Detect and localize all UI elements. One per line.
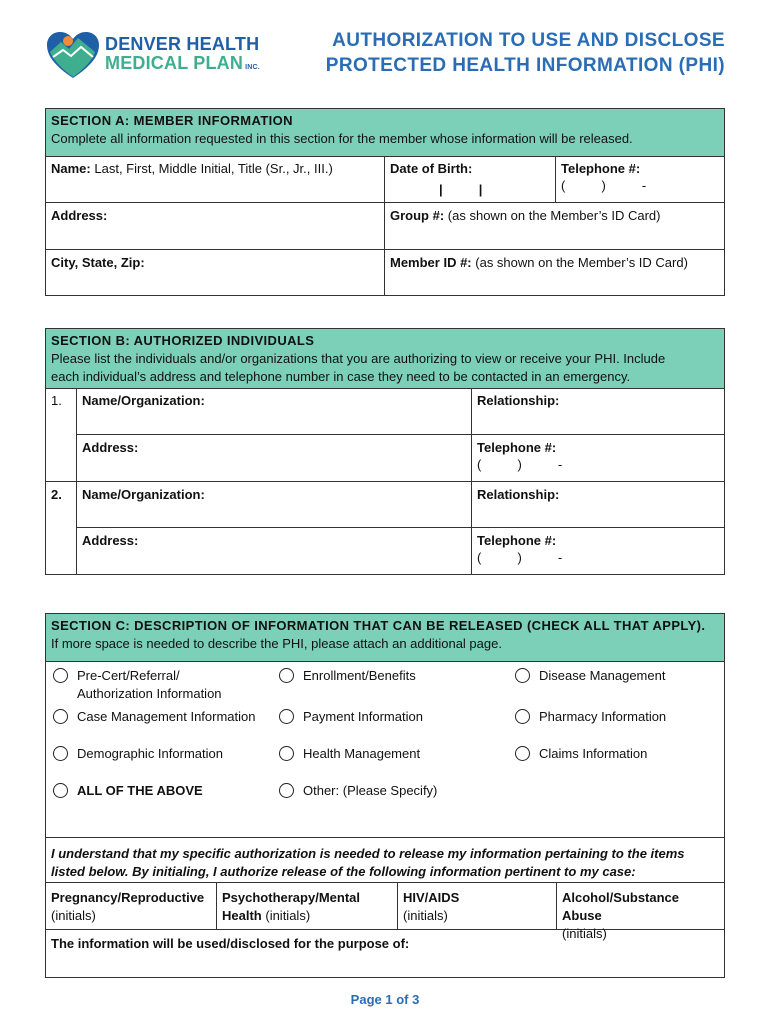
psychotherapy-initials-field[interactable]: Psychotherapy/Mental Health (initials) bbox=[222, 890, 360, 923]
enrollment-radio[interactable] bbox=[279, 668, 294, 683]
entry-2-name-field[interactable]: Name/Organization: bbox=[82, 487, 205, 502]
health-management-radio[interactable] bbox=[279, 746, 294, 761]
payment-radio[interactable] bbox=[279, 709, 294, 724]
precert-radio[interactable] bbox=[53, 668, 68, 683]
entry-1-telephone-format: ( ) - bbox=[477, 457, 563, 472]
section-c-header bbox=[46, 614, 724, 662]
member-city-state-zip-field[interactable]: City, State, Zip: bbox=[51, 255, 145, 270]
option-disease-management[interactable]: Disease Management bbox=[515, 667, 665, 685]
option-case-management[interactable]: Case Management Information bbox=[53, 708, 255, 726]
entry-1-name-field[interactable]: Name/Organization: bbox=[82, 393, 205, 408]
entry-2-address-field[interactable]: Address: bbox=[82, 533, 139, 548]
member-id-field[interactable]: Member ID #: (as shown on the Member’s ID Card) bbox=[390, 255, 688, 270]
section-c-instructions: If more space is needed to describe the PHI, please attach an additional page. bbox=[51, 636, 502, 651]
pharmacy-radio[interactable] bbox=[515, 709, 530, 724]
purpose-field[interactable]: The information will be used/disclosed for the purpose of: bbox=[51, 936, 410, 951]
section-b-instructions-1: Please list the individuals and/or organizations that you are authorizing to view or receive your PHI. Include bbox=[51, 351, 666, 366]
entry-1-address-field[interactable]: Address: bbox=[82, 440, 139, 455]
option-payment[interactable]: Payment Information bbox=[279, 708, 423, 726]
section-c bbox=[45, 613, 725, 978]
option-enrollment[interactable]: Enrollment/Benefits bbox=[279, 667, 416, 685]
brand-line1: DENVER HEALTH bbox=[105, 34, 260, 54]
form-title: AUTHORIZATION TO USE AND DISCLOSE PROTECTED HEALTH INFORMATION (PHI) bbox=[325, 30, 725, 76]
section-a-instructions: Complete all information requested in this section for the member whose information will be released. bbox=[51, 131, 633, 146]
section-b-heading: SECTION B: AUTHORIZED INDIVIDUALS bbox=[51, 333, 315, 348]
option-all-of-the-above[interactable]: ALL OF THE ABOVE bbox=[53, 782, 203, 800]
option-demographic[interactable]: Demographic Information bbox=[53, 745, 223, 763]
demographic-radio[interactable] bbox=[53, 746, 68, 761]
alcohol-substance-initials-field[interactable]: Alcohol/Substance Abuse (initials) bbox=[562, 890, 680, 941]
option-pharmacy[interactable]: Pharmacy Information bbox=[515, 708, 666, 726]
entry-1-relationship-field[interactable]: Relationship: bbox=[477, 393, 560, 408]
heart-mountain-icon bbox=[45, 30, 101, 80]
pregnancy-initials-field[interactable]: Pregnancy/Reproductive (initials) bbox=[51, 890, 205, 923]
case-management-radio[interactable] bbox=[53, 709, 68, 724]
section-a-heading: SECTION A: MEMBER INFORMATION bbox=[51, 113, 293, 128]
authorization-statement: I understand that my specific authorization is needed to release my information pertaining to the items listed below. By initialing, I authorize release of the following information pertinent to my case: bbox=[51, 846, 685, 879]
all-of-the-above-radio[interactable] bbox=[53, 783, 68, 798]
entry-1-telephone-field[interactable]: Telephone #: bbox=[477, 440, 557, 455]
entry-2-number: 2. bbox=[51, 487, 62, 502]
option-health-management[interactable]: Health Management bbox=[279, 745, 420, 763]
group-number-field[interactable]: Group #: (as shown on the Member’s ID Card) bbox=[390, 208, 661, 223]
brand-logo bbox=[45, 28, 285, 80]
other-radio[interactable] bbox=[279, 783, 294, 798]
date-of-birth-field[interactable]: Date of Birth: bbox=[390, 161, 473, 176]
option-claims[interactable]: Claims Information bbox=[515, 745, 647, 763]
hiv-aids-initials-field[interactable]: HIV/AIDS (initials) bbox=[403, 890, 460, 923]
member-telephone-field[interactable]: Telephone #: bbox=[561, 161, 641, 176]
section-b bbox=[45, 328, 725, 575]
dob-separators: | | bbox=[439, 182, 483, 197]
member-name-field[interactable]: Name: Last, First, Middle Initial, Title (Sr., Jr., III.) bbox=[51, 161, 333, 176]
page-number: Page 1 of 3 bbox=[350, 992, 420, 1007]
member-address-field[interactable]: Address: bbox=[51, 208, 108, 223]
section-b-header bbox=[46, 329, 724, 389]
option-other[interactable]: Other: (Please Specify) bbox=[279, 782, 437, 800]
claims-radio[interactable] bbox=[515, 746, 530, 761]
brand-line2: MEDICAL PLAN INC. bbox=[105, 53, 260, 73]
entry-2-relationship-field[interactable]: Relationship: bbox=[477, 487, 560, 502]
entry-2-telephone-field[interactable]: Telephone #: bbox=[477, 533, 557, 548]
entry-2-telephone-format: ( ) - bbox=[477, 550, 563, 565]
section-b-instructions-2: each individual’s address and telephone number in case they need to be contacted in an emergency. bbox=[51, 369, 631, 384]
section-a-header bbox=[46, 109, 724, 157]
option-precert[interactable]: Pre-Cert/Referral/ Authorization Information bbox=[53, 667, 222, 703]
entry-1-number: 1. bbox=[51, 393, 62, 408]
section-a bbox=[45, 108, 725, 296]
section-c-heading: SECTION C: DESCRIPTION OF INFORMATION THAT CAN BE RELEASED (CHECK ALL THAT APPLY). bbox=[51, 618, 706, 633]
member-telephone-format: ( ) - bbox=[561, 178, 647, 193]
disease-management-radio[interactable] bbox=[515, 668, 530, 683]
